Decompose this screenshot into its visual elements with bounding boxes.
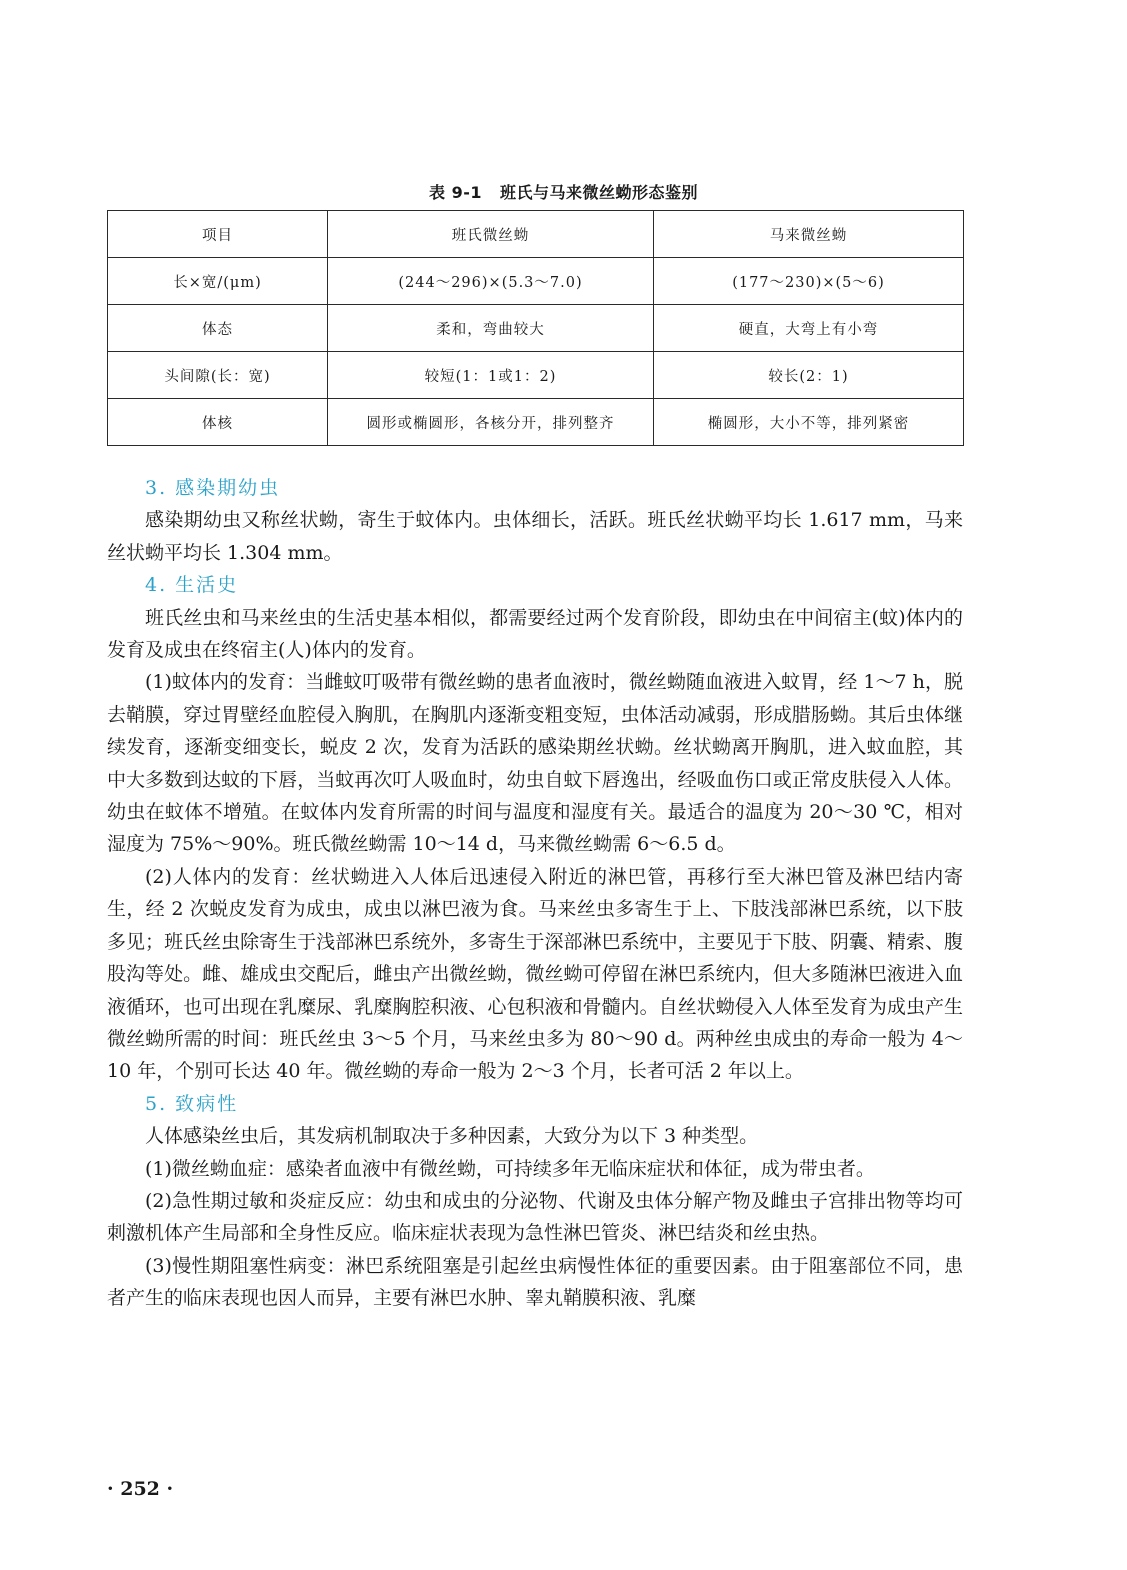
table-cell: 较长(2：1) bbox=[654, 352, 964, 399]
morphology-comparison-table bbox=[107, 210, 964, 446]
paragraph: 感染期幼虫又称丝状蚴，寄生于蚊体内。虫体细长，活跃。班氏丝状蚴平均长 1.617 mm，马来丝状蚴平均长 1.304 mm。 bbox=[107, 509, 963, 564]
table-header-cell: 项目 bbox=[108, 211, 328, 258]
table-cell: 柔和，弯曲较大 bbox=[328, 305, 654, 352]
table-cell: 硬直，大弯上有小弯 bbox=[654, 305, 964, 352]
table-row bbox=[108, 258, 964, 305]
table-cell: (244～296)×(5.3～7.0) bbox=[328, 258, 654, 305]
table-caption-title: 班氏与马来微丝蚴形态鉴别 bbox=[499, 183, 698, 202]
paragraph: 班氏丝虫和马来丝虫的生活史基本相似，都需要经过两个发育阶段，即幼虫在中间宿主(蚊)体内的发育及成虫在终宿主(人)体内的发育。 bbox=[107, 606, 963, 662]
table-cell: 较短(1：1或1：2) bbox=[328, 352, 654, 399]
paragraph: (2)人体内的发育：丝状蚴进入人体后迅速侵入附近的淋巴管，再移行至大淋巴管及淋巴结内寄生，经 2 次蜕皮发育为成虫，成虫以淋巴液为食。马来丝虫多寄生于上、下肢浅部淋巴系统，以下肢多见；班氏丝虫除寄生于浅部淋巴系统外，多寄生于深部淋巴系统中，主要见于下肢、阴囊、精索、腹股沟等处。雌、雄成虫交配后，雌虫产出微丝蚴，微丝蚴可停留在淋巴系统内，但大多随淋巴液进入血液循环，也可出现在乳糜尿、乳糜胸腔积液、心包积液和骨髓内。自丝状蚴侵入人体至发育为成虫产生微丝蚴所需的时间：班氏丝虫 3～5 个月，马来丝虫多为 80～90 d。两种丝虫成虫的寿命一般为 4～10 年，个别可长达 40 年。微丝蚴的寿命一般为 2～3 个月，长者可活 2 年以上。 bbox=[107, 865, 963, 1083]
paragraph: (1)微丝蚴血症：感染者血液中有微丝蚴，可持续多年无临床症状和体征，成为带虫者。 bbox=[145, 1157, 875, 1180]
table-row bbox=[108, 305, 964, 352]
table-header-cell: 马来微丝蚴 bbox=[654, 211, 964, 258]
table-caption bbox=[0, 180, 1127, 203]
table-caption-number: 表 9-1 bbox=[429, 183, 482, 202]
table-cell: 体核 bbox=[108, 399, 328, 446]
table-header-cell: 班氏微丝蚴 bbox=[328, 211, 654, 258]
table-cell: 圆形或椭圆形，各核分开，排列整齐 bbox=[328, 399, 654, 446]
table-cell: (177～230)×(5～6) bbox=[654, 258, 964, 305]
table-row bbox=[108, 399, 964, 446]
body-text bbox=[107, 472, 963, 1315]
page-number: · 252 · bbox=[107, 1478, 174, 1500]
table-header-row bbox=[108, 211, 964, 258]
table-cell: 体态 bbox=[108, 305, 328, 352]
paragraph: (2)急性期过敏和炎症反应：幼虫和成虫的分泌物、代谢及虫体分解产物及雌虫子宫排出物等均可刺激机体产生局部和全身性反应。临床症状表现为急性淋巴管炎、淋巴结炎和丝虫热。 bbox=[107, 1189, 963, 1245]
table-cell: 长×宽/(μm) bbox=[108, 258, 328, 305]
paragraph: 人体感染丝虫后，其发病机制取决于多种因素，大致分为以下 3 种类型。 bbox=[145, 1125, 759, 1148]
paragraph: (3)慢性期阻塞性病变：淋巴系统阻塞是引起丝虫病慢性体征的重要因素。由于阻塞部位不同，患者产生的临床表现也因人而异，主要有淋巴水肿、睾丸鞘膜积液、乳糜 bbox=[107, 1254, 963, 1310]
section-heading: 5. 致病性 bbox=[145, 1092, 239, 1115]
section-heading: 3. 感染期幼虫 bbox=[145, 477, 281, 499]
table-cell: 头间隙(长：宽) bbox=[108, 352, 328, 399]
table-row bbox=[108, 352, 964, 399]
section-heading: 4. 生活史 bbox=[145, 574, 239, 597]
table-cell: 椭圆形，大小不等，排列紧密 bbox=[654, 399, 964, 446]
paragraph: (1)蚊体内的发育：当雌蚊叮吸带有微丝蚴的患者血液时，微丝蚴随血液进入蚊胃，经 1～7 h，脱去鞘膜，穿过胃壁经血腔侵入胸肌，在胸肌内逐渐变粗变短，虫体活动减弱，形成腊肠蚴。其后虫体继续发育，逐渐变细变长，蜕皮 2 次，发育为活跃的感染期丝状蚴。丝状蚴离开胸肌，进入蚊血腔，其中大多数到达蚊的下唇，当蚊再次叮人吸血时，幼虫自蚊下唇逸出，经吸血伤口或正常皮肤侵入人体。幼虫在蚊体不增殖。在蚊体内发育所需的时间与温度和湿度有关。最适合的温度为 20～30 ℃，相对湿度为 75%～90%。班氏微丝蚴需 10～14 d，马来微丝蚴需 6～6.5 d。 bbox=[107, 671, 963, 856]
